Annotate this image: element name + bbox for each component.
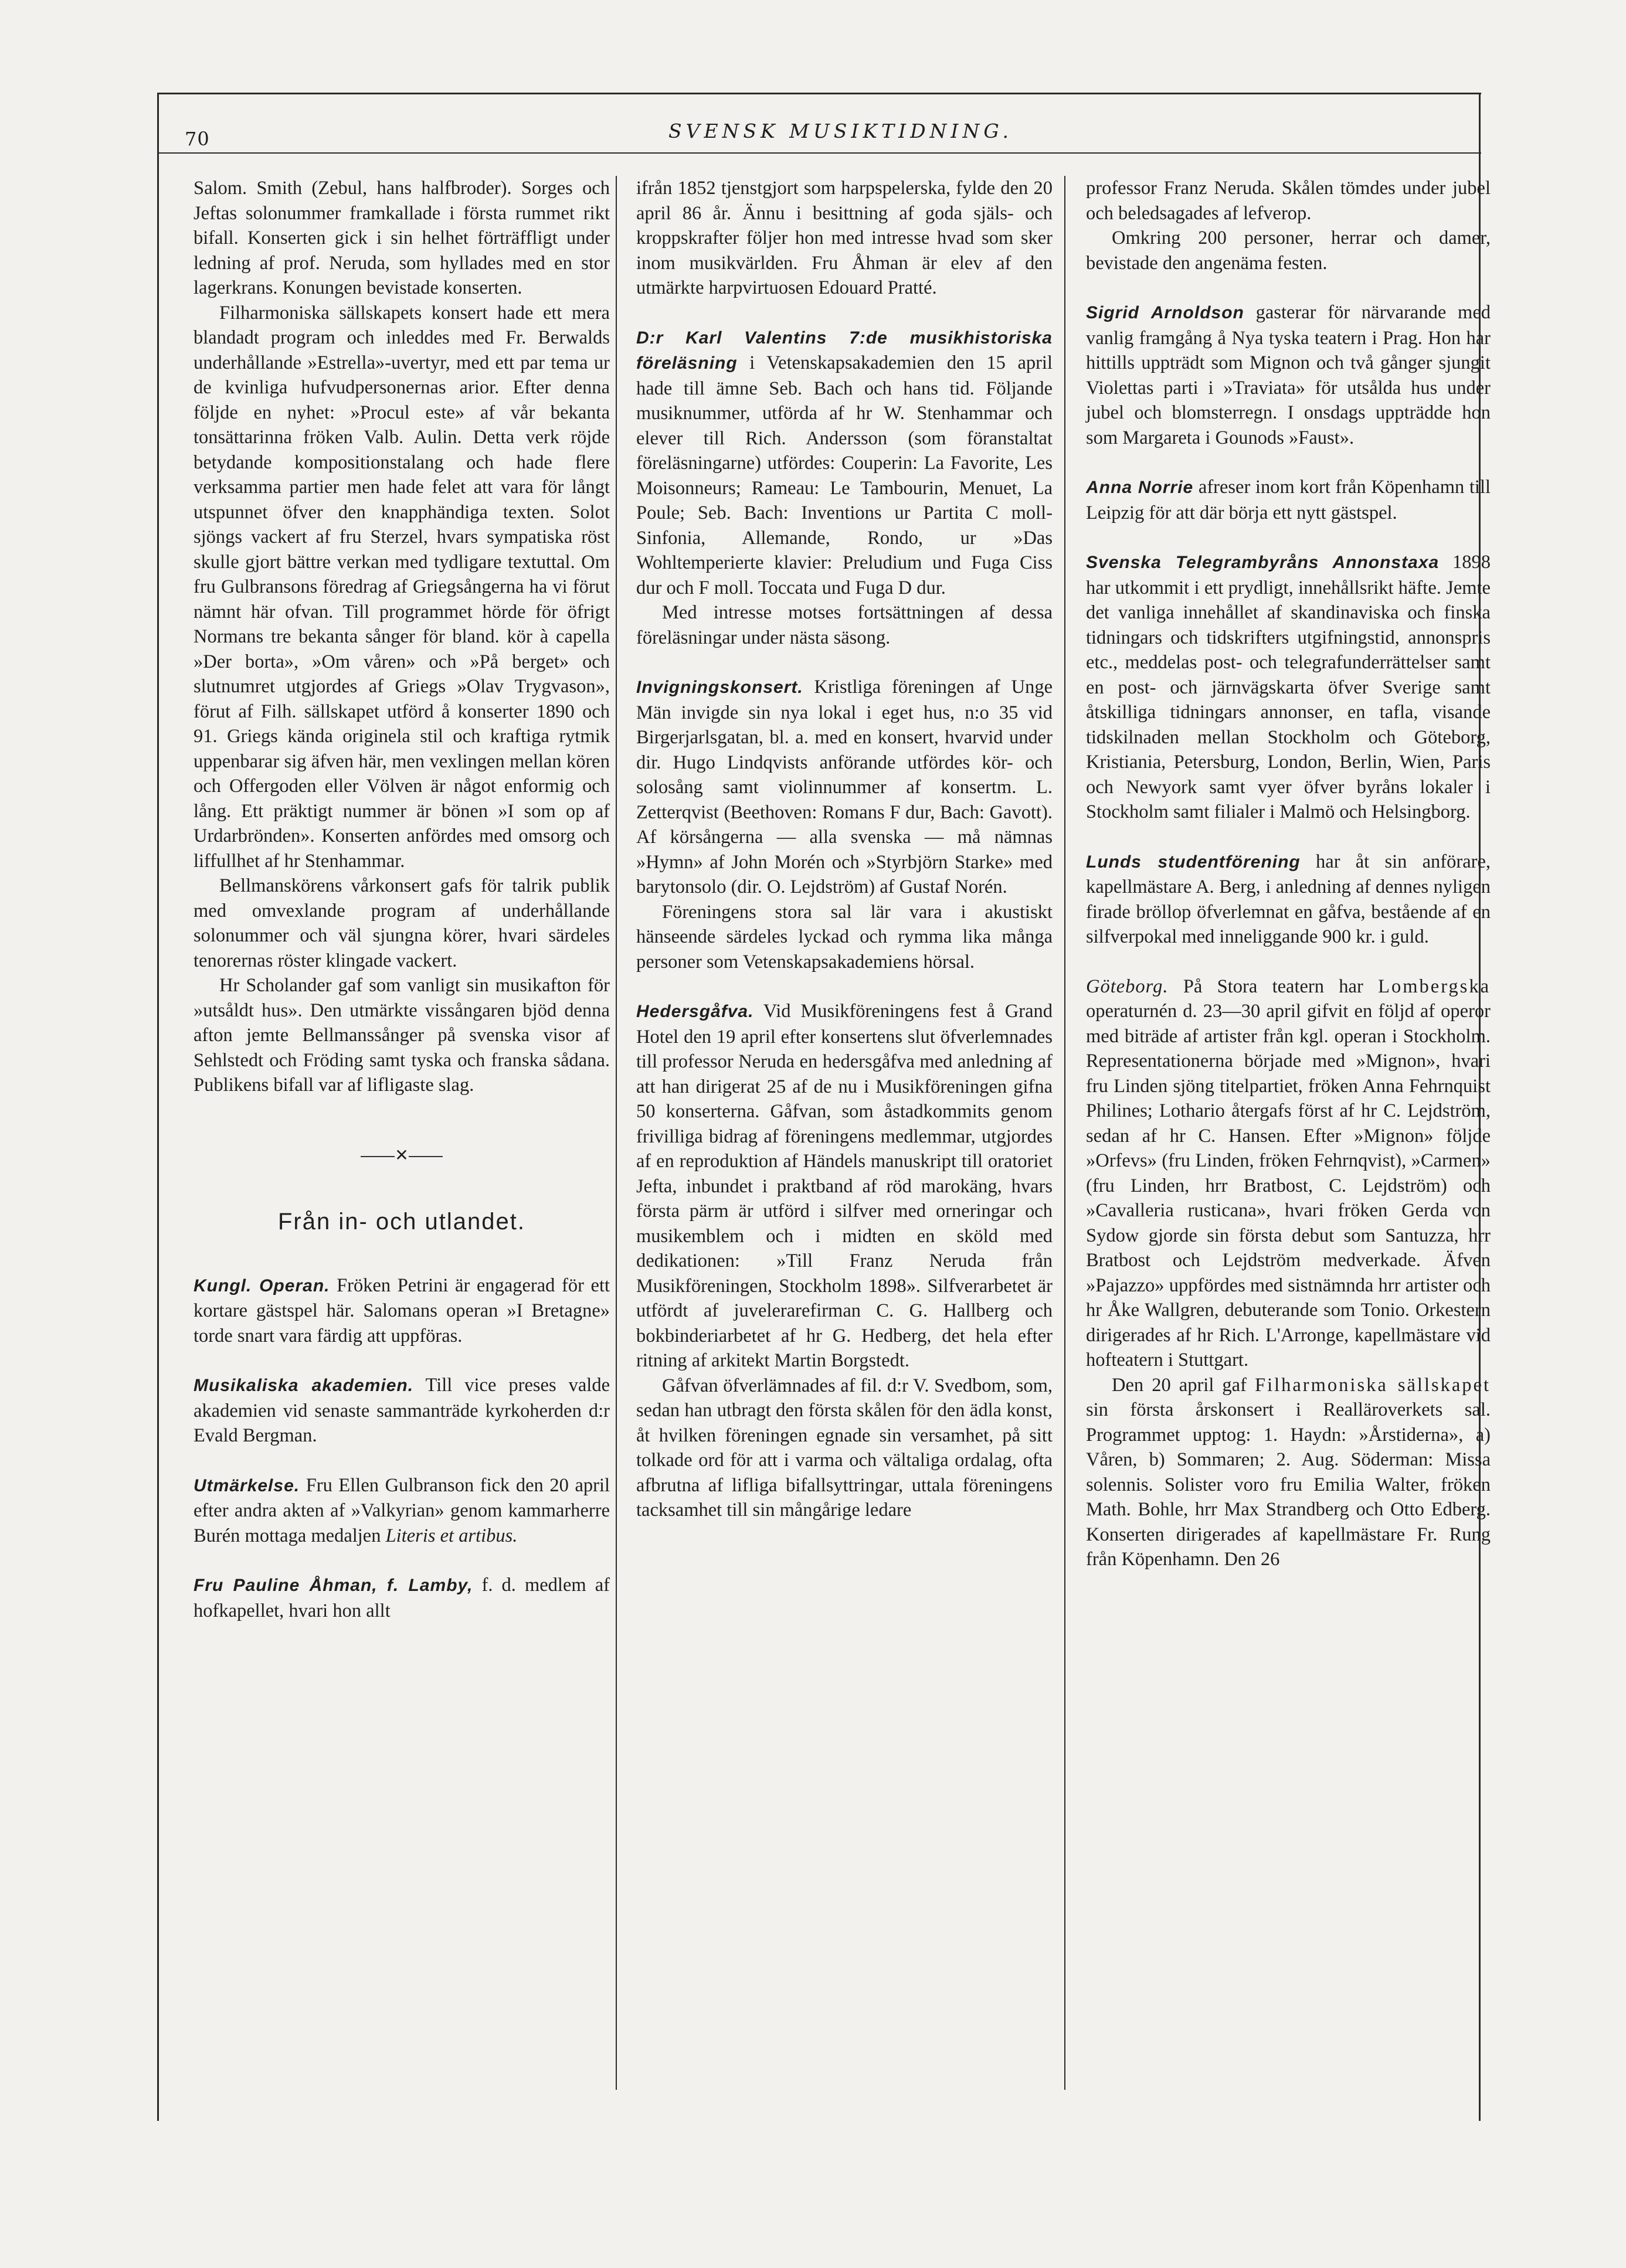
news-text: operaturnén d. 23—30 april gifvit en följd af operor med biträde af artister från kgl. operan i Stockholm. Representationerna började med »Mignon», hvari fru Linden sjöng titelpartiet, fröken Anna Fehrnquist Philines; Lothario återgafs först af hr C. Lejdström, sedan af hr C. Hansen. Efter »Mignon» följde »Orfevs» (fru Linden, fröken Fehrnqvist), »Carmen» (fru Linden, hrr Bratbost, C. Lejdström) och »Cavalleria rusticana», hvari fröken Gerda von Sydow gjorde sin första debut som Santuzza, hrr Bratbost och Lejdström medverkade. Äfven »Pajazzo» uppfördes med sistnämnda hrr artister och hr Åke Wallgren, debuterande som Tonio. Orkestern dirigerades af hr Rich. L'Arronge, kapellmästare vid hofteatern i Stuttgart.: [1086, 1001, 1491, 1371]
page-number: 70: [185, 128, 210, 150]
column-1: [194, 176, 610, 1623]
paragraph: Med intresse motses fortsättningen af dessa föreläsningar under nästa säsong.: [636, 602, 1053, 648]
news-text: har åt sin anförare, kapellmästare A. Berg, i anledning af dennes nyligen firade bröllop öfverlemnat en gåfva, bestående af en silfverpokal med inneliggande 900 kr. i guld.: [1086, 851, 1491, 947]
paragraph: Omkring 200 personer, herrar och damer, bevistade den angenäma festen.: [1086, 227, 1491, 274]
news-text: gasterar för närvarande med vanlig framgång å Nya tyska teatern i Prag. Hon har hittills uppträdt som Mignon och två gånger sjungit Violettas parti i »Traviata» för utsålda hus under jubel och blomsterregn. I onsdags uppträdde hon som Margareta i Gounods »Faust».: [1086, 302, 1491, 448]
paragraph: Salom. Smith (Zebul, hans halfbroder). Sorges och Jeftas solonummer framkallade i första rummet rikt bifall. Konserten gick i sin helhet förträffligt under ledning af prof. Neruda, som hyllades med en stor lagerkrans. Konungen bevistade konserten.: [194, 178, 610, 298]
news-text: 1898 har utkommit i ett prydligt, innehållsrikt häfte. Jemte det vanliga innehållet af skandinaviska och finska tidningars och tidskrifters utgifningstid, annonspris etc., meddelas post- och telegrafunderrättelser samt en post- och järnvägskarta öfver Sverige samt åtskilliga tidningars annonser, en tafla, visande tidskilnaden mellan Stockholm och Göteborg, Kristiania, Petersburg, London, Berlin, Wien, Paris och Newyork samt vyer öfver byråns lokaler i Stockholm samt filialer i Malmö och Helsingborg.: [1086, 552, 1491, 822]
news-item-utmarkelse: [194, 1473, 610, 1549]
news-item-telegrambyran: [1086, 550, 1491, 825]
news-item-sigrid: [1086, 300, 1491, 450]
paragraph: Hr Scholander gaf som vanligt sin musikafton för »utsåldt hus». Den utmärkte vissångaren bjöd denna afton jemte Bellmanssånger på svenska visor af Sehlstedt och Fröding samt tyska och franska sådana. Publikens bifall var af lifligaste slag.: [194, 975, 610, 1096]
running-title: SVENSK MUSIKTIDNING.: [668, 120, 1013, 142]
paragraph: [1086, 1373, 1491, 1572]
run-in-heading: Fru Pauline Åhman, f. Lamby,: [194, 1576, 473, 1595]
news-text: På Stora teatern har: [1183, 975, 1363, 997]
news-text-italic: Literis et artibus.: [385, 1525, 518, 1546]
news-text: afreser inom kort från Köpenhamn till Leipzig för att där börja ett nytt gästspel.: [1086, 477, 1491, 523]
news-text: Kristliga föreningen af Unge Män invigde sin nya lokal i eget hus, n:o 35 vid Birgerjarlsgatan, bl. a. med en konsert, hvarvid under dir. Hugo Lindqvists anförande utfördes kör- och solosång samt violinnummer af konsertm. L. Zetterqvist (Beethoven: Romans F dur, Bach: Gavott). Af körsångerna — alla svenska — må nämnas »Hymn» af John Morén och »Styrbjörn Starke» med barytonsolo (dir. O. Lejdström) af Gustaf Norén.: [636, 676, 1053, 897]
paragraph: ifrån 1852 tjenstgjort som harpspelerska, fylde den 20 april 86 år. Ännu i besittning af goda själs- och kroppskrafter följer hon med intresse hvad som sker inom musikvärlden. Fru Åhman är elev af den utmärkte harpvirtuosen Edouard Pratté.: [636, 178, 1053, 298]
news-item-kungl-operan: [194, 1273, 610, 1349]
news-text-spaced: Lombergska: [1378, 975, 1491, 997]
ornament-glyph: ✕: [395, 1146, 409, 1165]
left-border-rule: [157, 93, 159, 2121]
news-text: Till vice preses valde akademien vid senaste sammanträde kyrkoherden d:r Evald Bergman.: [194, 1375, 610, 1446]
run-in-heading: Invigningskonsert.: [636, 678, 803, 697]
run-in-heading: Sigrid Arnoldson: [1086, 303, 1244, 322]
paragraph: Bellmanskörens vårkonsert gafs för talrik publik med omvexlande program af underhållande solonummer och väl sjungna körer, hvari särdeles tenorernas röster klingade vackert.: [194, 875, 610, 971]
paragraph: Föreningens stora sal lär vara i akustiskt hänseende särdeles lyckad och rymma lika många personer som Vetenskapsakademiens hörsal.: [636, 901, 1053, 973]
column-2: [636, 176, 1053, 1523]
run-in-heading: Göteborg.: [1086, 975, 1169, 997]
run-in-heading: Musikaliska akademien.: [194, 1376, 414, 1395]
news-text: i Vetenskapsakademien den 15 april hade till ämne Seb. Bach och hans tid. Följande musiknummer, utförda af hr W. Stenhammar och elever till Rich. Andersson (som föranstaltat föreläsningarne) utfördes: Couperin: La Favorite, Les Moisonneurs; Rameau: Le Tambourin, Menuet, La Poule; Seb. Bach: Inventions ur Partita C moll-Sinfonia, Allemande, Rondo, ur »Das Wohltemperierte klavier: Preludium und Fuga Ciss dur och F moll. Toccata und Fuga D dur.: [636, 352, 1053, 599]
paragraph: Gåfvan öfverlämnades af fil. d:r V. Svedbom, som, sedan han utbragt den första skålen för den ädla konst, åt hvilken föreningen egnade sin versamhet, på sitt tolkade ord för att i varma och vältaliga ordalag, ofta afbrutna af lifliga bifallsyttringar, uttala föreningens tacksamhet till sin mångårige ledare: [636, 1375, 1053, 1521]
run-in-heading: Hedersgåfva.: [636, 1002, 754, 1021]
run-in-heading: Anna Norrie: [1086, 478, 1194, 497]
news-item-pauline: [194, 1573, 610, 1623]
news-text: sin första årskonsert i Realläroverkets sal. Programmet upptog: 1. Haydn: »Årstiderna», a) Våren, b) Sommaren; 2. Aug. Söderman: Missa solennis. Solister voro fru Emilia Walter, fröken Math. Bohle, hrr Max Strandberg och Otto Edberg. Konserten dirigerades af kapellmästare Fr. Rung från Köpenhamn. Den 26: [1086, 1399, 1491, 1570]
column-3: [1086, 176, 1491, 1572]
news-item-goteborg: [1086, 974, 1491, 1373]
run-in-heading: D:r Karl Valentins 7:de musikhistoriska föreläsning: [636, 328, 1053, 373]
news-text: Fröken Petrini är engagerad för ett kortare gästspel här. Salomans operan »I Bretagne» torde snart vara färdig att uppföras.: [194, 1274, 610, 1346]
column-divider-right: [1064, 176, 1065, 2090]
section-title: Från in- och utlandet.: [278, 1209, 525, 1235]
news-item-valentin: [636, 325, 1053, 601]
news-item-akademien: [194, 1373, 610, 1448]
news-text: Vid Musikföreningens fest å Grand Hotel den 19 april efter konsertens slut öfverlemnades till professor Neruda en hedersgåfva med anledning af att han dirigerat 25 af de nu i Musikföreningen gifna 50 konserterna. Gåfvan, som åstadkommits genom frivilliga bidrag af föreningens medlemmar, utgjordes af en reproduktion af Händels manuskript till oratoriet Jefta, inbundet i praktband af röd marokäng, hvars första pärm är utförd i silfver med orneringar och musikemblem och i midten en sköld med dedikationen: »Till Franz Neruda från Musikföreningen, Stockholm 1898». Silfverarbetet är utfördt af juvelerarefirman C. G. Hallberg och bokbinderiarbetet af hr G. Hedberg, det hela efter ritning af arkitekt Martin Borgstedt.: [636, 1001, 1053, 1371]
run-in-heading: Utmärkelse.: [194, 1475, 300, 1495]
column-divider-left: [616, 176, 617, 2090]
run-in-heading: Svenska Telegrambyråns Annonstaxa: [1086, 553, 1440, 572]
news-text: f. d. medlem af hofkapellet, hvari hon allt: [194, 1575, 610, 1621]
news-text: Fru Ellen Gulbranson fick den 20 april efter andra akten af »Valkyrian» genom kammarherre Burén mottaga medaljen: [194, 1474, 610, 1546]
section-ornament: [194, 1144, 610, 1169]
news-item-lunds: [1086, 849, 1491, 950]
run-in-heading: Kungl. Operan.: [194, 1276, 330, 1295]
paragraph: professor Franz Neruda. Skålen tömdes under jubel och beledsagades af lefverop.: [1086, 178, 1491, 224]
news-text-spaced: Filharmoniska sällskapet: [1255, 1374, 1491, 1396]
paragraph: Filharmoniska sällskapets konsert hade ett mera blandadt program och inleddes med Fr. Berwalds underhållande »Estrella»-uvertyr, med ett par tema ur de kvinliga hufvudpersonernas arior. Efter denna följde en nyhet: »Procul este» af vår bekanta tonsättarinna fröken Valb. Aulin. Detta verk röjde betydande kompositionstalang och hade flere verksamma partier men hade felet att vara för långt utspunnet öfver den knapphändiga texten. Solot sjöngs vackert af fru Sterzel, hvars sympatiska röst skulle gjort bättre verkan med tydligare textuttal. Om fru Gulbransons föredrag af Griegsångerna ha vi förut nämnt här ofvan. Till programmet hörde för öfrigt Normans tre bekanta sånger för bland. kör à capella »Der borta», »Om våren» och »På berget» och slutnumret utgjordes af Griegs »Olav Trygvason», förut af Filh. sällskapet utförd å konserter 1890 och 91. Griegs kända originela stil och kraftiga rytmik uppenbarar sig äfven här, men vexlingen mellan kören och Offergoden eller Völven är något enformig och lång. Ett präktigt nummer är bönen »I som op af Urdarbrönden». Konserten anfördes med omsorg och liffullhet af hr Stenhammar.: [194, 302, 610, 872]
news-item-invigning: [636, 675, 1053, 900]
news-item-hedersgafva: [636, 999, 1053, 1373]
header-underline-rule: [157, 152, 1481, 154]
news-text: Den 20 april gaf: [1112, 1374, 1247, 1396]
news-item-anna-norrie: [1086, 475, 1491, 525]
top-border-rule: [157, 93, 1481, 94]
run-in-heading: Lunds studentförening: [1086, 852, 1301, 872]
